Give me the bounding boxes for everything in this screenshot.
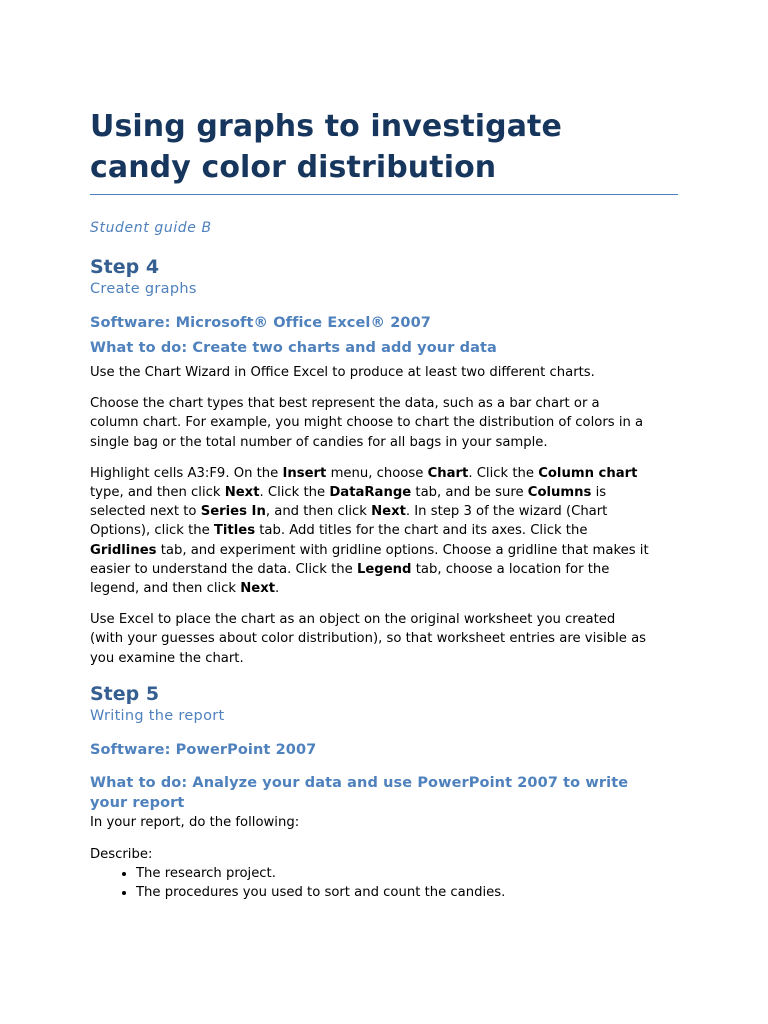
menu-term-next: Next (224, 485, 260, 501)
menu-term-series-in: Series In (200, 504, 266, 520)
menu-term-gridlines: Gridlines (90, 542, 157, 558)
step-4-paragraph-3 (90, 464, 678, 598)
step-4-paragraph-2 (90, 394, 678, 452)
menu-term-datarange: DataRange (329, 485, 412, 501)
text-run: easier to understand the data. Click the (90, 561, 357, 577)
title-divider (90, 194, 678, 195)
menu-term-chart: Chart (427, 465, 469, 481)
menu-term-insert: Insert (282, 465, 327, 481)
document-subtitle: Student guide B (90, 220, 212, 236)
title-line-1: Using graphs to investigate (90, 109, 562, 144)
heading-line: What to do: Analyze your data and use PowerPoint 2007 to write (90, 774, 629, 791)
paragraph-line: Choose the chart types that best represent the data, such as a bar chart or a (90, 396, 600, 412)
document-title (90, 106, 678, 188)
step-4-paragraph-4 (90, 610, 678, 668)
text-run: tab, and experiment with gridline options. Choose a gridline that makes it (156, 542, 649, 558)
text-run: . (275, 581, 280, 597)
text-run: legend, and then click (90, 581, 241, 597)
step-5-software: Software: PowerPoint 2007 (90, 741, 317, 758)
text-run: . In step 3 of the wizard (Chart (405, 504, 608, 520)
step-4-heading: Step 4 (90, 256, 160, 278)
paragraph-line: (with your guesses about color distribution), so that worksheet entries are visible as (90, 631, 647, 647)
menu-term-legend: Legend (356, 561, 412, 577)
text-run: type, and then click (90, 485, 225, 501)
step-5-heading: Step 5 (90, 682, 160, 705)
step-5-paragraph-1: In your report, do the following: (90, 814, 300, 830)
step-4-what-to-do: What to do: Create two charts and add your data (90, 340, 497, 356)
list-item: • The procedures you used to sort and count the candies. (136, 883, 678, 902)
step-4-software: Software: Microsoft® Office Excel® 2007 (90, 315, 431, 331)
menu-term-column-chart: Column chart (538, 465, 638, 481)
menu-term-next: Next (240, 581, 276, 597)
text-run: Highlight cells A3:F9. On the (90, 465, 283, 481)
paragraph-line: column chart. For example, you might choose to chart the distribution of colors in a (90, 415, 644, 431)
text-run: selected next to (90, 504, 201, 520)
step-4-subheading: Create graphs (90, 281, 197, 297)
text-run: . Click the (468, 465, 539, 481)
list-item: • The research project. (136, 864, 678, 883)
text-run: tab, choose a location for the (411, 561, 610, 577)
title-line-2: candy color distribution (90, 150, 497, 185)
paragraph-line: single bag or the total number of candies for all bags in your sample. (90, 434, 548, 450)
step-5-describe-label: Describe: (90, 847, 153, 863)
text-run: tab. Add titles for the chart and its axes. Click the (255, 523, 588, 539)
text-run: menu, choose (326, 465, 428, 481)
text-run: Options), click the (90, 523, 214, 539)
text-run: is (591, 485, 607, 501)
heading-line: your report (90, 794, 185, 811)
text-run: , and then click (265, 504, 372, 520)
text-run: . Click the (259, 485, 330, 501)
menu-term-next: Next (371, 504, 406, 520)
menu-term-titles: Titles (213, 523, 256, 539)
text-run: tab, and be sure (411, 485, 528, 501)
paragraph-line: Use Excel to place the chart as an object on the original worksheet you created (90, 612, 616, 628)
step-5-describe-list (90, 864, 678, 902)
paragraph-line: you examine the chart. (90, 650, 244, 666)
step-4-paragraph-1: Use the Chart Wizard in Office Excel to produce at least two different charts. (90, 365, 595, 380)
menu-term-columns: Columns (527, 485, 592, 501)
step-5-subheading: Writing the report (90, 707, 225, 724)
step-5-what-to-do (90, 773, 678, 813)
